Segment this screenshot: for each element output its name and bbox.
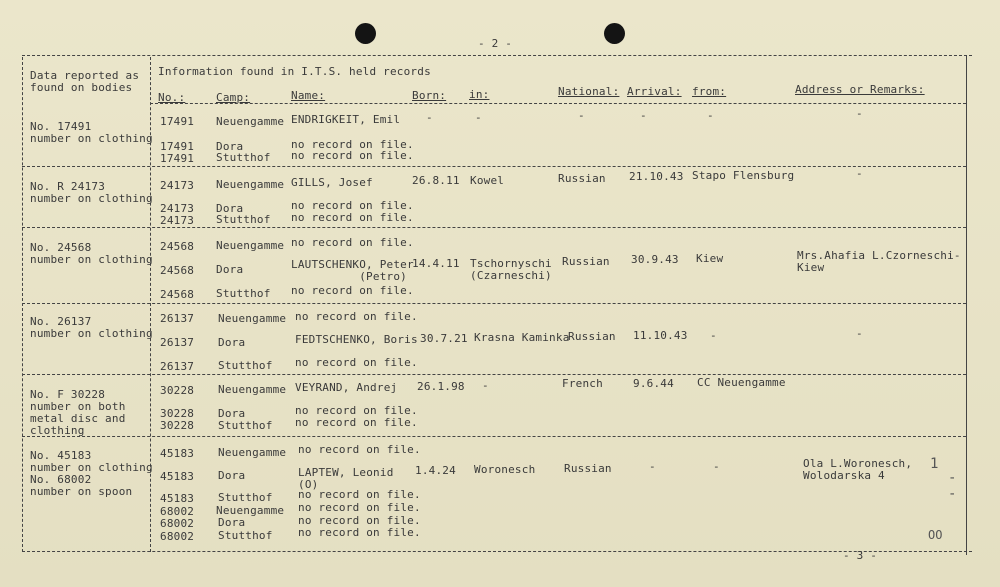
record-born: 30.7.21 bbox=[420, 332, 468, 345]
col-name: Name: bbox=[291, 89, 326, 102]
col-address: Address or Remarks: bbox=[795, 83, 925, 96]
col-national: National: bbox=[558, 85, 620, 98]
reported-entry: No. 17491 number on clothing bbox=[30, 120, 153, 145]
record-address: - bbox=[856, 327, 863, 340]
record-arrival: - bbox=[640, 109, 647, 122]
record-camp: Stutthof bbox=[218, 529, 273, 542]
record-address: - bbox=[856, 167, 863, 180]
block-separator bbox=[22, 374, 966, 375]
record-arrival: - bbox=[649, 460, 656, 473]
block-separator bbox=[22, 303, 966, 304]
data-reported-header: Data reported as found on bodies bbox=[30, 69, 140, 94]
record-name: GILLS, Josef bbox=[291, 176, 373, 189]
record-in: Kowel bbox=[470, 174, 505, 187]
margin-mark: - bbox=[948, 486, 957, 502]
record-in: Krasna Kaminka bbox=[474, 331, 570, 344]
record-name: no record on file. bbox=[295, 404, 418, 417]
punch-hole-left bbox=[355, 23, 376, 44]
block-separator bbox=[22, 166, 966, 167]
record-born: 26.8.11 bbox=[412, 174, 460, 187]
record-name: no record on file. bbox=[291, 199, 414, 212]
record-camp: Neuengamme bbox=[218, 383, 287, 396]
record-no: 24568 bbox=[160, 288, 195, 301]
record-no: 68002 bbox=[160, 517, 195, 530]
record-arrival: 11.10.43 bbox=[633, 329, 688, 342]
margin-mark: 1 bbox=[930, 456, 939, 472]
record-camp: Neuengamme bbox=[218, 312, 287, 325]
record-national: French bbox=[562, 377, 603, 390]
record-name: ENDRIGKEIT, Emil bbox=[291, 113, 401, 126]
record-name: no record on file. bbox=[295, 356, 418, 369]
record-national: - bbox=[578, 109, 585, 122]
reported-entry: No. 26137 number on clothing bbox=[30, 315, 153, 340]
record-name: LAUTSCHENKO, Peter (Petro) bbox=[291, 258, 414, 283]
block-separator bbox=[22, 436, 966, 437]
record-in: Woronesch bbox=[474, 463, 536, 476]
record-name: no record on file. bbox=[291, 149, 414, 162]
record-no: 17491 bbox=[160, 115, 195, 128]
record-camp: Dora bbox=[218, 336, 246, 349]
margin-mark: - bbox=[948, 470, 957, 486]
record-camp: Dora bbox=[218, 469, 246, 482]
information-header: Information found in I.T.S. held records bbox=[158, 65, 431, 78]
record-born: 26.1.98 bbox=[417, 380, 465, 393]
record-national: Russian bbox=[568, 330, 616, 343]
record-name: LAPTEW, Leonid (O) bbox=[298, 466, 394, 491]
record-no: 45183 bbox=[160, 470, 195, 483]
col-no: No.: bbox=[158, 91, 186, 104]
record-no: 26137 bbox=[160, 336, 195, 349]
record-arrival: 9.6.44 bbox=[633, 377, 674, 390]
record-from: - bbox=[707, 109, 714, 122]
col-from: from: bbox=[692, 85, 727, 98]
record-name: no record on file. bbox=[295, 416, 418, 429]
reported-entry: No. 45183 number on clothing No. 68002 number on spoon bbox=[30, 449, 153, 498]
record-camp: Stutthof bbox=[216, 151, 271, 164]
record-camp: Stutthof bbox=[218, 419, 273, 432]
record-name: no record on file. bbox=[298, 488, 421, 501]
record-camp: Dora bbox=[218, 516, 246, 529]
record-no: 30228 bbox=[160, 419, 195, 432]
record-name: no record on file. bbox=[291, 211, 414, 224]
record-in: - bbox=[475, 111, 482, 124]
frame-bottom bbox=[22, 551, 972, 552]
record-no: 45183 bbox=[160, 447, 195, 460]
record-no: 68002 bbox=[160, 530, 195, 543]
record-national: Russian bbox=[558, 172, 606, 185]
col-in: in: bbox=[469, 88, 490, 101]
record-camp: Neuengamme bbox=[216, 178, 285, 191]
frame-top bbox=[22, 55, 972, 56]
record-name: FEDTSCHENKO, Boris bbox=[295, 333, 418, 346]
record-camp: Dora bbox=[216, 263, 244, 276]
record-no: 17491 bbox=[160, 152, 195, 165]
col-camp: Camp: bbox=[216, 91, 251, 104]
record-born: 14.4.11 bbox=[412, 257, 460, 270]
record-camp: Stutthof bbox=[216, 287, 271, 300]
record-name: no record on file. bbox=[298, 443, 421, 456]
record-no: 30228 bbox=[160, 407, 195, 420]
record-camp: Stutthof bbox=[218, 491, 273, 504]
col-born: Born: bbox=[412, 89, 447, 102]
page-number-top: - 2 - bbox=[478, 37, 513, 50]
record-name: no record on file. bbox=[298, 514, 421, 527]
record-no: 26137 bbox=[160, 312, 195, 325]
record-in: Tschornyschi (Czarneschi) bbox=[470, 257, 552, 282]
record-camp: Neuengamme bbox=[216, 239, 285, 252]
frame-right bbox=[966, 55, 967, 555]
record-arrival: 21.10.43 bbox=[629, 170, 684, 183]
record-name: no record on file. bbox=[298, 501, 421, 514]
reported-entry: No. R 24173 number on clothing bbox=[30, 180, 153, 205]
record-from: - bbox=[710, 329, 717, 342]
reported-entry: No. 24568 number on clothing bbox=[30, 241, 153, 266]
record-address: Mrs.Ahafia L.Czorneschi- Kiew bbox=[797, 249, 961, 274]
record-no: 68002 bbox=[160, 505, 195, 518]
record-from: Kiew bbox=[696, 252, 724, 265]
record-from: CC Neuengamme bbox=[697, 376, 786, 389]
record-camp: Stutthof bbox=[216, 213, 271, 226]
record-in: - bbox=[482, 379, 489, 392]
record-camp: Dora bbox=[216, 202, 244, 215]
record-name: no record on file. bbox=[295, 310, 418, 323]
record-born: - bbox=[426, 111, 433, 124]
header-rule bbox=[150, 103, 966, 104]
record-address: - bbox=[856, 107, 863, 120]
record-no: 45183 bbox=[160, 492, 195, 505]
record-no: 26137 bbox=[160, 360, 195, 373]
record-name: no record on file. bbox=[291, 284, 414, 297]
record-camp: Dora bbox=[216, 140, 244, 153]
record-camp: Neuengamme bbox=[216, 504, 285, 517]
reported-entry: No. F 30228 number on both metal disc and clothing bbox=[30, 388, 126, 437]
block-separator bbox=[22, 227, 966, 228]
record-born: 1.4.24 bbox=[415, 464, 456, 477]
record-national: Russian bbox=[562, 255, 610, 268]
record-name: VEYRAND, Andrej bbox=[295, 381, 398, 394]
record-arrival: 30.9.43 bbox=[631, 253, 679, 266]
record-name: no record on file. bbox=[291, 138, 414, 151]
record-national: Russian bbox=[564, 462, 612, 475]
punch-hole-right bbox=[604, 23, 625, 44]
record-no: 24173 bbox=[160, 214, 195, 227]
record-from: Stapo Flensburg bbox=[692, 169, 795, 182]
record-from: - bbox=[713, 460, 720, 473]
record-name: no record on file. bbox=[298, 526, 421, 539]
record-no: 24568 bbox=[160, 240, 195, 253]
record-camp: Neuengamme bbox=[218, 446, 287, 459]
record-name: no record on file. bbox=[291, 236, 414, 249]
record-camp: Neuengamme bbox=[216, 115, 285, 128]
col-arrival: Arrival: bbox=[627, 85, 682, 98]
margin-mark: OO bbox=[928, 528, 943, 542]
page-number-bottom: - 3 - bbox=[843, 549, 878, 562]
record-no: 24173 bbox=[160, 202, 195, 215]
record-no: 24173 bbox=[160, 179, 195, 192]
record-no: 17491 bbox=[160, 140, 195, 153]
frame-left bbox=[22, 57, 23, 552]
record-camp: Dora bbox=[218, 407, 246, 420]
record-no: 24568 bbox=[160, 264, 195, 277]
record-no: 30228 bbox=[160, 384, 195, 397]
record-address: Ola L.Woronesch, Wolodarska 4 bbox=[803, 457, 913, 482]
record-camp: Stutthof bbox=[218, 359, 273, 372]
